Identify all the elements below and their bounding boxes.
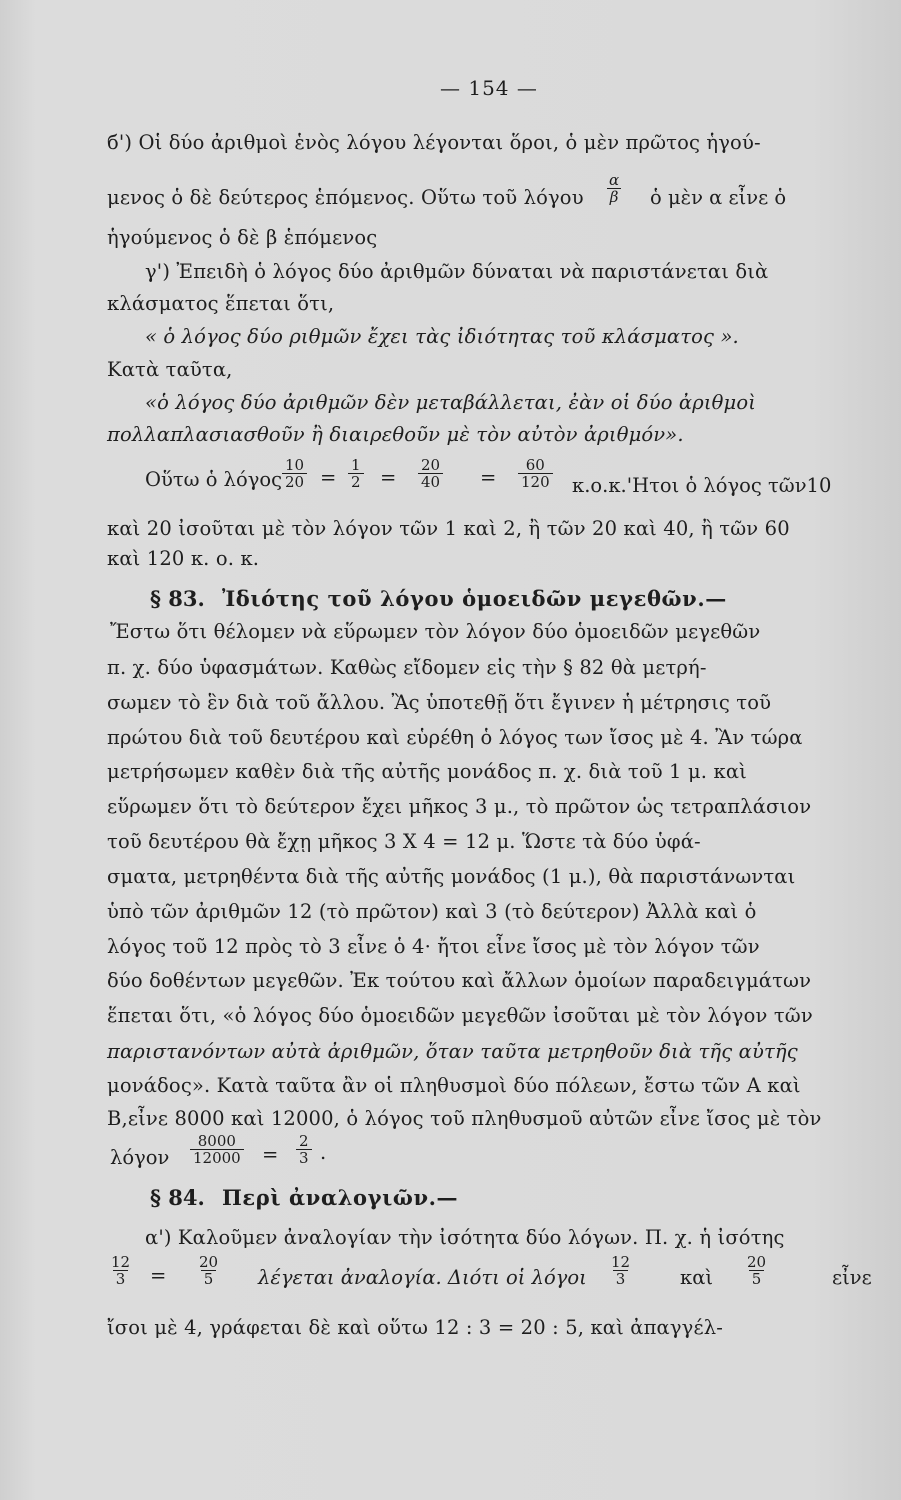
fraction-60-120: 60 120 — [518, 457, 553, 490]
fraction-2-3: 2 3 — [296, 1133, 312, 1166]
text-line: καὶ 120 κ. ο. κ. — [107, 547, 260, 570]
equals-sign: = — [480, 466, 497, 489]
section-number: § 84. — [150, 1185, 205, 1210]
text-line: πολλαπλασιασθοῦν ἢ διαιρεθοῦν μὲ τὸν αὐτὸν ἀριθμόν». — [107, 423, 684, 446]
fraction-10-20: 10 20 — [282, 457, 307, 490]
fraction-20-40: 20 40 — [418, 457, 443, 490]
text-line: καὶ 20 ἰσοῦται μὲ τὸν λόγον τῶν 1 καὶ 2, ἢ τῶν 20 καὶ 40, ἢ τῶν 60 — [107, 517, 790, 540]
fraction-1-2: 1 2 — [348, 457, 364, 490]
text-line: Ἔστω ὅτι θέλομεν νὰ εὕρωμεν τὸν λόγον δύο ὁμοειδῶν μεγεθῶν — [110, 620, 761, 643]
fraction-12-3: 12 3 — [111, 1253, 131, 1288]
text-line: б') Οἱ δύο ἀριθμοὶ ἑνὸς λόγου λέγονται ὅροι, ὁ μὲν πρῶτος ἡγού- — [107, 131, 761, 154]
page-number: — 154 — — [440, 76, 538, 100]
period: . — [320, 1141, 327, 1164]
text-line: σωμεν τὸ ἓν διὰ τοῦ ἄλλου. Ἂς ὑποτεθῇ ὅτι ἔγινεν ἡ μέτρησις τοῦ — [107, 691, 772, 714]
text-line: σματα, μετρηθέντα διὰ τῆς αὐτῆς μονάδος (1 μ.), θὰ παριστάνωνται — [107, 865, 796, 888]
text-line: δύο δοθέντων μεγεθῶν. Ἐκ τούτου καὶ ἄλλων ὁμοίων παραδειγμάτων — [107, 969, 812, 992]
text-line: « ὁ λόγος δύο ριθμῶν ἔχει τὰς ἰδιότητας τοῦ κλάσματος ». — [145, 325, 739, 348]
text-line: πρώτου διὰ τοῦ δευτέρου καὶ εὑρέθη ὁ λόγος των ἴσος μὲ 4. Ἂν τώρα — [107, 726, 803, 749]
section-heading: Ἰδιότης τοῦ λόγου ὁμοειδῶν μεγεθῶν.— — [222, 586, 727, 611]
section-heading: Περὶ ἀναλογιῶν.— — [222, 1185, 459, 1210]
text-line: εἶνε — [832, 1266, 872, 1289]
fraction-20-5: 20 5 — [747, 1253, 767, 1288]
text-line: ἴσοι μὲ 4, γράφεται δὲ καὶ οὕτω 12 : 3 = 20 : 5, καὶ ἀπαγγέλ- — [107, 1316, 723, 1339]
text-line: Κατὰ ταῦτα, — [107, 358, 233, 381]
text-line: ὁ μὲν α εἶνε ὁ — [650, 186, 787, 209]
text-line: κλάσματος ἕπεται ὅτι, — [107, 292, 335, 315]
equals-sign: = — [150, 1264, 167, 1287]
text-line: π. χ. δύο ὑφασμάτων. Καθὼς εἴδομεν εἰς τὴν § 82 θὰ μετρή- — [107, 656, 707, 679]
text-line: γ') Ἐπειδὴ ὁ λόγος δύο ἀριθμῶν δύναται νὰ παριστάνεται διὰ — [145, 260, 769, 283]
text-line: καὶ — [680, 1266, 714, 1289]
text-line: κ.ο.κ.'Ητοι ὁ λόγος τῶν10 — [572, 474, 832, 497]
text-line: ἡγούμενος ὁ δὲ β ἑπόμενος — [107, 226, 378, 249]
fraction-a-b: α β — [606, 172, 622, 205]
text-line: μονάδος». Κατὰ ταῦτα ἂν οἱ πληθυσμοὶ δύο πόλεων, ἔστω τῶν Α καὶ — [107, 1074, 801, 1097]
fraction-12-3: 12 3 — [611, 1253, 631, 1288]
equals-sign: = — [262, 1143, 279, 1166]
text-line: Οὕτω ὁ λόγος — [145, 468, 283, 491]
fraction-8000-12000: 8000 12000 — [190, 1133, 244, 1166]
equals-sign: = — [380, 466, 397, 489]
text-line: μετρήσωμεν καθὲν διὰ τῆς αὐτῆς μονάδος π. χ. διὰ τοῦ 1 μ. καὶ — [107, 760, 747, 783]
text-line: λέγεται ἀναλογία. Διότι οἱ λόγοι — [258, 1266, 587, 1289]
text-line: Β,εἶνε 8000 καὶ 12000, ὁ λόγος τοῦ πληθυσμοῦ αὐτῶν εἶνε ἴσος μὲ τὸν — [107, 1107, 822, 1130]
text-line: τοῦ δευτέρου θὰ ἔχῃ μῆκος 3 X 4 = 12 μ. Ὥστε τὰ δύο ὑφά- — [107, 830, 701, 853]
fraction-20-5: 20 5 — [199, 1253, 219, 1288]
text-line: α') Καλοῦμεν ἀναλογίαν τὴν ἰσότητα δύο λόγων. Π. χ. ἡ ἰσότης — [145, 1226, 785, 1249]
text-line: εὕρωμεν ὅτι τὸ δεύτερον ἔχει μῆκος 3 μ., τὸ πρῶτον ὡς τετραπλάσιον — [107, 795, 812, 818]
equals-sign: = — [320, 466, 337, 489]
text-line: ἕπεται ὅτι, «ὁ λόγος δύο ὁμοειδῶν μεγεθῶν ἰσοῦται μὲ τὸν λόγον τῶν — [107, 1004, 813, 1027]
text-line: λόγος τοῦ 12 πρὸς τὸ 3 εἶνε ὁ 4· ἤτοι εἶνε ἴσος μὲ τὸν λόγον τῶν — [107, 935, 760, 958]
text-line: λόγον — [110, 1146, 170, 1169]
section-number: § 83. — [150, 586, 205, 611]
text-line: μενος ὁ δὲ δεύτερος ἑπόμενος. Οὕτω τοῦ λόγου — [107, 186, 584, 209]
text-line: ὑπὸ τῶν ἀριθμῶν 12 (τὸ πρῶτον) καὶ 3 (τὸ δεύτερον) Ἀλλὰ καὶ ὁ — [107, 900, 757, 923]
text-line: «ὁ λόγος δύο ἀριθμῶν δὲν μεταβάλλεται, ἐὰν οἱ δύο ἀριθμοὶ — [145, 391, 757, 414]
text-line: παριστανόντων αὐτὰ ἀριθμῶν, ὅταν ταῦτα μετρηθοῦν διὰ τῆς αὐτῆς — [107, 1040, 798, 1063]
